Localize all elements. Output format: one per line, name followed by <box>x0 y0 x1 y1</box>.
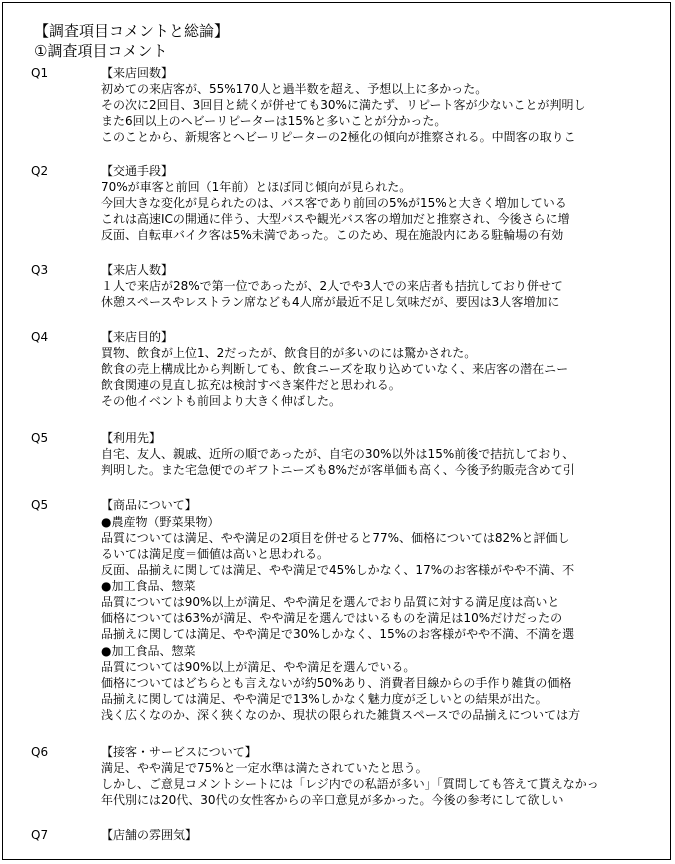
section-line: しかし、ご意見コメントシートには「レジ内での私語が多い」「質問しても答えて貰えなかっ <box>101 777 599 791</box>
question-label: Q5 <box>31 498 49 512</box>
section-title: 【商品について】 <box>101 498 197 512</box>
section-line: その次に2回目、3回目と続くが併せても30%に満たず、リピート客が少ないことが判明し <box>101 98 586 112</box>
section-line: これは高速ICの開通に伴う、大型バスや観光バス客の増加だと推察され、今後さらに增 <box>101 212 570 226</box>
section-line: その他イベントも前回より大きく伸ばした。 <box>101 394 342 408</box>
question-label: Q6 <box>31 745 49 759</box>
section-line: 自宅、友人、親戚、近所の順であったが、自宅の30%以外は15%前後で拮抗しており、 <box>101 447 575 461</box>
section-line: 品揃えに関しては満足、やや満足で13%しかなく魅力度が乏しいとの結果が出た。 <box>101 692 548 706</box>
section-line: 満足、やや満足で75%と一定水準は満たされていたと思う。 <box>101 761 428 775</box>
question-label: Q2 <box>31 164 49 178</box>
question-label: Q4 <box>31 330 49 344</box>
question-label: Q3 <box>31 263 49 277</box>
subsection-heading: ●加工食品、惣菜 <box>101 644 196 658</box>
section-line: 休憩スペースやレストラン席なども4人席が最近不足し気味だが、要因は3人客増加に <box>101 295 560 309</box>
section-line: 70%が車客と前回（1年前）とほぼ同じ傾向が見られた。 <box>101 180 412 194</box>
section-title: 【店舗の雰囲気】 <box>101 828 198 842</box>
section-line: 浅く広くなのか、深く狭くなのか、現状の限られた雑貨スペースでの品揃えについては方 <box>101 708 581 722</box>
section-line: 品質については90%以上が満足、やや満足を選んでおり品質に対する満足度は高いと <box>101 595 560 609</box>
section-title: 【接客・サービスについて】 <box>101 745 257 759</box>
section-line: 価格についてはどちらとも言えないが約50%あり、消費者目線からの手作り雑貨の価格 <box>101 676 572 690</box>
section-title: 【来店目的】 <box>101 330 174 344</box>
question-label: Q7 <box>31 828 49 842</box>
section-line: 初めての来店客が、55%170人と過半数を超え、予想以上に多かった。 <box>101 82 488 96</box>
section-line: また6回以上のヘビーリピーターは15%と多いことが分かった。 <box>101 114 447 128</box>
section-title: 【利用先】 <box>101 431 162 445</box>
section-line: 判明した。また宅急便でのギフトニーズも8%だが客単価も高く、今後予約販売含めて引 <box>101 463 575 477</box>
document-subheading: ①調査項目コメント <box>34 42 168 60</box>
section-line: 品質については90%以上が満足、やや満足を選んでいる。 <box>101 660 416 674</box>
section-line: 品質については満足、やや満足の2項目を併せると77%、価格については82%と評価し <box>101 531 570 545</box>
section-line: 買物、飲食が上位1、2だったが、飲食目的が多いのには驚かされた。 <box>101 346 477 360</box>
section-line: 飲食関連の見直し拡充は検討すべき案件だと思われる。 <box>101 378 401 392</box>
section-line: このことから、新規客とヘビーリピーターの2極化の傾向が推察される。中間客の取りこ <box>101 130 576 144</box>
section-line: るいては満足度＝価値は高いと思われる。 <box>101 547 330 561</box>
section-line: 価格については63%が満足、やや満足を選んではいるものを満足は10%だけだったの <box>101 611 563 625</box>
subsection-heading: ●加工食品、惣菜 <box>101 579 196 593</box>
question-label: Q1 <box>31 66 49 80</box>
section-line: 年代別には20代、30代の女性客からの辛口意見が多かった。今後の参考にして欲しい <box>101 793 564 807</box>
section-line: 品揃えに関しては満足、やや満足で30%しかなく、15%のお客様がやや不満、不満を選 <box>101 627 575 641</box>
section-line: １人で来店が28%で第一位であったが、2人でや3人での来店者も拮抗しており併せて <box>101 279 563 293</box>
section-title: 【交通手段】 <box>101 164 174 178</box>
section-title: 【来店回数】 <box>101 66 174 80</box>
document-heading: 【調査項目コメントと総論】 <box>34 22 230 40</box>
document-page <box>2 2 671 860</box>
section-title: 【来店人数】 <box>101 263 174 277</box>
section-line: 反面、品揃えに関しては満足、やや満足で45%しかなく、17%のお客様がやや不満、不 <box>101 563 575 577</box>
section-line: 飲食の売上構成比から判断しても、飲食ニーズを取り込めていなく、来店客の潜在ニー <box>101 362 569 376</box>
question-label: Q5 <box>31 431 49 445</box>
section-line: 今回大きな変化が見られたのは、バス客であり前回の5%が15%と大きく増加している <box>101 196 567 210</box>
section-line: 反面、自転車バイク客は5%未満であった。このため、現在施設内にある駐輪場の有効 <box>101 228 564 242</box>
subsection-heading: ●農産物（野菜果物） <box>101 515 220 529</box>
